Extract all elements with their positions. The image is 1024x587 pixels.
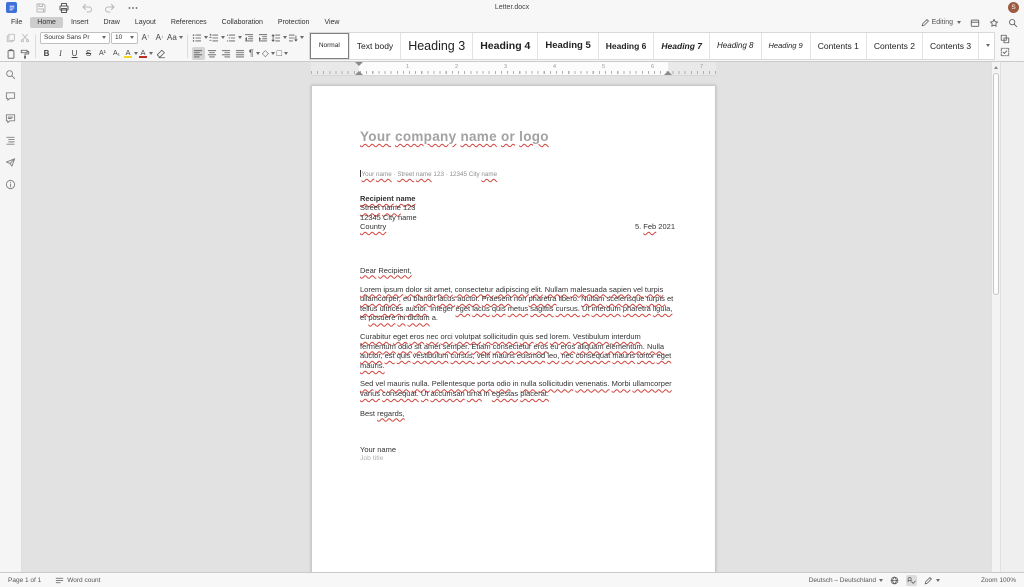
search-icon[interactable] xyxy=(1008,18,1018,28)
numbered-list-button[interactable] xyxy=(209,31,225,44)
align-justify-icon[interactable] xyxy=(234,47,247,60)
title-bar xyxy=(0,0,1024,15)
document-title: Letter.docx xyxy=(494,4,530,11)
ruler-number: 4 xyxy=(553,64,557,70)
body-paragraph: Sed vel mauris nulla. Pellentesque porta odio in nulla sollicitudin venenatis. Morbi ullamcorper varius consequat. Ut accumsan urna in egestas placerat. xyxy=(360,379,672,398)
subscript-button[interactable]: A₁ xyxy=(112,50,121,57)
left-sidebar xyxy=(0,62,22,572)
right-indent-marker[interactable] xyxy=(664,71,672,75)
font-color-button[interactable]: A xyxy=(139,47,153,60)
redo-icon[interactable] xyxy=(104,2,116,14)
chevron-down-icon xyxy=(130,36,134,39)
style-normal[interactable]: Normal xyxy=(310,33,350,59)
highlight-swatch xyxy=(124,56,132,58)
ribbon-toolbar xyxy=(0,30,1024,62)
bold-button[interactable]: B xyxy=(43,48,50,58)
word-count-button[interactable]: Word count xyxy=(55,576,100,585)
ruler-number: 1 xyxy=(406,64,410,70)
style-heading-8[interactable]: Heading 8 xyxy=(710,33,761,59)
signature-name: Your name xyxy=(360,444,396,454)
clear-formatting-icon[interactable] xyxy=(154,47,167,60)
align-left-icon[interactable] xyxy=(192,47,205,60)
editing-mode-label: Editing xyxy=(931,19,953,26)
status-bar xyxy=(0,572,1024,587)
style-contents-3[interactable]: Contents 3 xyxy=(929,40,972,51)
chevron-down-icon xyxy=(936,579,940,582)
salutation: Dear Recipient, xyxy=(360,265,412,275)
ruler-number: 3 xyxy=(504,64,508,70)
recipient-country: Country xyxy=(360,222,387,232)
italic-button[interactable]: I xyxy=(59,48,62,58)
chat-icon[interactable] xyxy=(5,113,16,124)
increase-indent-icon[interactable] xyxy=(257,31,270,44)
hanging-indent-marker[interactable] xyxy=(355,71,363,75)
chevron-down-icon xyxy=(957,21,961,24)
spellcheck-icon xyxy=(907,576,916,585)
save-icon[interactable] xyxy=(35,2,47,14)
style-heading-3[interactable]: Heading 3 xyxy=(401,33,473,59)
editing-mode-dropdown[interactable] xyxy=(921,18,961,27)
styles-gallery xyxy=(309,32,995,60)
more-icon[interactable] xyxy=(127,2,139,14)
decrease-indent-icon[interactable] xyxy=(243,31,256,44)
document-page[interactable] xyxy=(311,85,716,572)
scrollbar-thumb[interactable] xyxy=(993,73,999,295)
closing-line: Best regards, xyxy=(360,408,405,418)
menu-bar xyxy=(0,15,1024,30)
comments-icon[interactable] xyxy=(5,91,16,102)
spellcheck-toggle[interactable] xyxy=(906,575,917,586)
ruler-number: 7 xyxy=(700,64,704,70)
navigation-icon[interactable] xyxy=(5,135,16,146)
recipient-city: 12345 City name xyxy=(360,212,417,222)
tab-layout[interactable]: Layout xyxy=(134,19,156,26)
first-line-indent-marker[interactable] xyxy=(355,62,363,66)
replace-icon[interactable] xyxy=(1000,34,1010,44)
style-heading-5[interactable]: Heading 5 xyxy=(538,33,598,59)
tab-collaboration[interactable]: Collaboration xyxy=(221,19,263,26)
change-case-button[interactable]: Aa xyxy=(167,31,183,44)
track-changes-button[interactable] xyxy=(924,576,940,585)
sender-line: Your name · Street name 123 · 12345 City name xyxy=(361,171,498,178)
scroll-up-button[interactable] xyxy=(992,62,1000,72)
tab-view[interactable]: View xyxy=(324,19,340,26)
right-panel xyxy=(1000,62,1024,572)
underline-button[interactable]: U xyxy=(71,48,78,58)
chevron-down-icon xyxy=(102,36,106,39)
font-group xyxy=(40,31,183,61)
window-icon[interactable] xyxy=(970,18,980,28)
font-name-select[interactable]: Source Sans Pr xyxy=(40,32,110,44)
horizontal-ruler[interactable] xyxy=(311,62,716,76)
align-center-icon[interactable] xyxy=(206,47,219,60)
chevron-up-icon xyxy=(994,66,998,69)
tab-references[interactable]: References xyxy=(170,19,207,26)
style-contents-1[interactable]: Contents 1 xyxy=(811,33,867,59)
body-paragraph: Curabitur eget eros nec orci volutpat sollicitudin quis sed lorem. Vestibulum interdum fermentum odio sit amet semper. Etiam consectetur eros eu eros aliquam elementum. Nulla auctor, est quis vestibulum cursus, velit mauris euismod leo, nec consequat mauris tortor eget mauris. xyxy=(360,332,672,370)
recipient-block xyxy=(360,194,675,232)
track-changes-icon xyxy=(924,576,933,585)
company-heading: Your company name or logo xyxy=(360,129,549,144)
chevron-down-icon xyxy=(986,44,990,47)
word-count-icon xyxy=(55,576,64,585)
vertical-scrollbar[interactable] xyxy=(991,62,1000,572)
ruler-ticks xyxy=(311,71,716,74)
shading-button[interactable]: ◇ xyxy=(262,47,275,60)
styles-gallery-expand-button[interactable] xyxy=(978,33,994,59)
paste-icon[interactable] xyxy=(4,47,17,60)
font-size-select[interactable]: 10 xyxy=(111,32,138,44)
app-logo xyxy=(6,2,17,13)
tab-draw[interactable]: Draw xyxy=(103,19,120,26)
chevron-down-icon xyxy=(879,579,883,582)
highlight-color-button[interactable]: A xyxy=(124,47,138,60)
globe-icon[interactable] xyxy=(890,576,899,585)
multilevel-list-button[interactable] xyxy=(226,31,242,44)
ruler-number: 6 xyxy=(651,64,655,70)
cut-icon[interactable] xyxy=(18,31,31,44)
feedback-icon[interactable] xyxy=(5,157,16,168)
recipient-name: Recipient name xyxy=(360,194,416,203)
clipboard-group xyxy=(4,31,31,61)
divider xyxy=(35,34,36,58)
language-selector[interactable]: Deutsch – Deutschland xyxy=(809,577,883,584)
letter-date: 5. Feb 2021 xyxy=(634,222,675,232)
print-icon[interactable] xyxy=(58,2,70,14)
nonprinting-chars-button[interactable]: ¶ xyxy=(248,47,261,60)
style-heading-7[interactable]: Heading 7 xyxy=(654,33,710,59)
paragraph-group xyxy=(192,31,304,61)
page-indicator[interactable]: Page 1 of 1 xyxy=(8,576,42,584)
signature-job-title: Job title xyxy=(360,454,384,462)
tab-file[interactable]: File xyxy=(11,19,23,26)
copy-style-icon[interactable] xyxy=(18,47,31,60)
style-text-body[interactable]: Text body xyxy=(350,33,401,59)
strikethrough-button[interactable]: S xyxy=(85,48,92,58)
bullet-list-button[interactable] xyxy=(192,31,208,44)
find-icon[interactable] xyxy=(5,69,16,80)
style-heading-9[interactable]: Heading 9 xyxy=(762,33,811,59)
about-icon[interactable] xyxy=(5,179,16,190)
body-paragraph: Lorem ipsum dolor sit amet, consectetur adipiscing elit. Nullam malesuada sapien vel turpis ullamcorper, eu blandit lacus auctor. Praesent non pharetra libero. Nullam scelerisque turpis et tellus ultrices auctor. Integer eget lacus quis metus sagittis cursus. Ut interdum pharetra ligula, et posuere mi dictum a. xyxy=(360,284,674,323)
borders-button[interactable]: □ xyxy=(276,47,289,60)
align-right-icon[interactable] xyxy=(220,47,233,60)
select-all-icon[interactable] xyxy=(1000,47,1010,57)
superscript-button[interactable]: A¹ xyxy=(99,50,106,57)
tab-insert[interactable]: Insert xyxy=(70,19,89,26)
decrease-font-button[interactable]: A ↓ xyxy=(155,32,164,42)
increase-font-button[interactable]: A ↑ xyxy=(141,32,150,42)
paragraph-sort-button[interactable] xyxy=(288,31,304,44)
tab-home[interactable]: Home xyxy=(30,17,63,28)
undo-icon[interactable] xyxy=(81,2,93,14)
logo-icon xyxy=(7,3,17,13)
copy-icon[interactable] xyxy=(4,31,17,44)
recipient-street: Street name 123 xyxy=(360,203,416,213)
style-contents-2[interactable]: Contents 2 xyxy=(867,33,923,59)
tab-protection[interactable]: Protection xyxy=(277,19,310,26)
document-canvas xyxy=(22,62,1000,572)
editing-pencil-icon xyxy=(921,18,930,27)
font-color-swatch xyxy=(139,56,147,58)
zoom-indicator[interactable]: Zoom 100% xyxy=(980,576,1016,584)
style-heading-4[interactable]: Heading 4 xyxy=(473,33,538,59)
avatar[interactable]: S xyxy=(1008,2,1019,13)
star-icon[interactable] xyxy=(989,18,999,28)
ruler-number: 2 xyxy=(455,64,459,70)
divider xyxy=(187,34,188,58)
ruler-number: 5 xyxy=(602,64,606,70)
style-heading-6[interactable]: Heading 6 xyxy=(599,33,655,59)
line-spacing-button[interactable] xyxy=(271,31,287,44)
